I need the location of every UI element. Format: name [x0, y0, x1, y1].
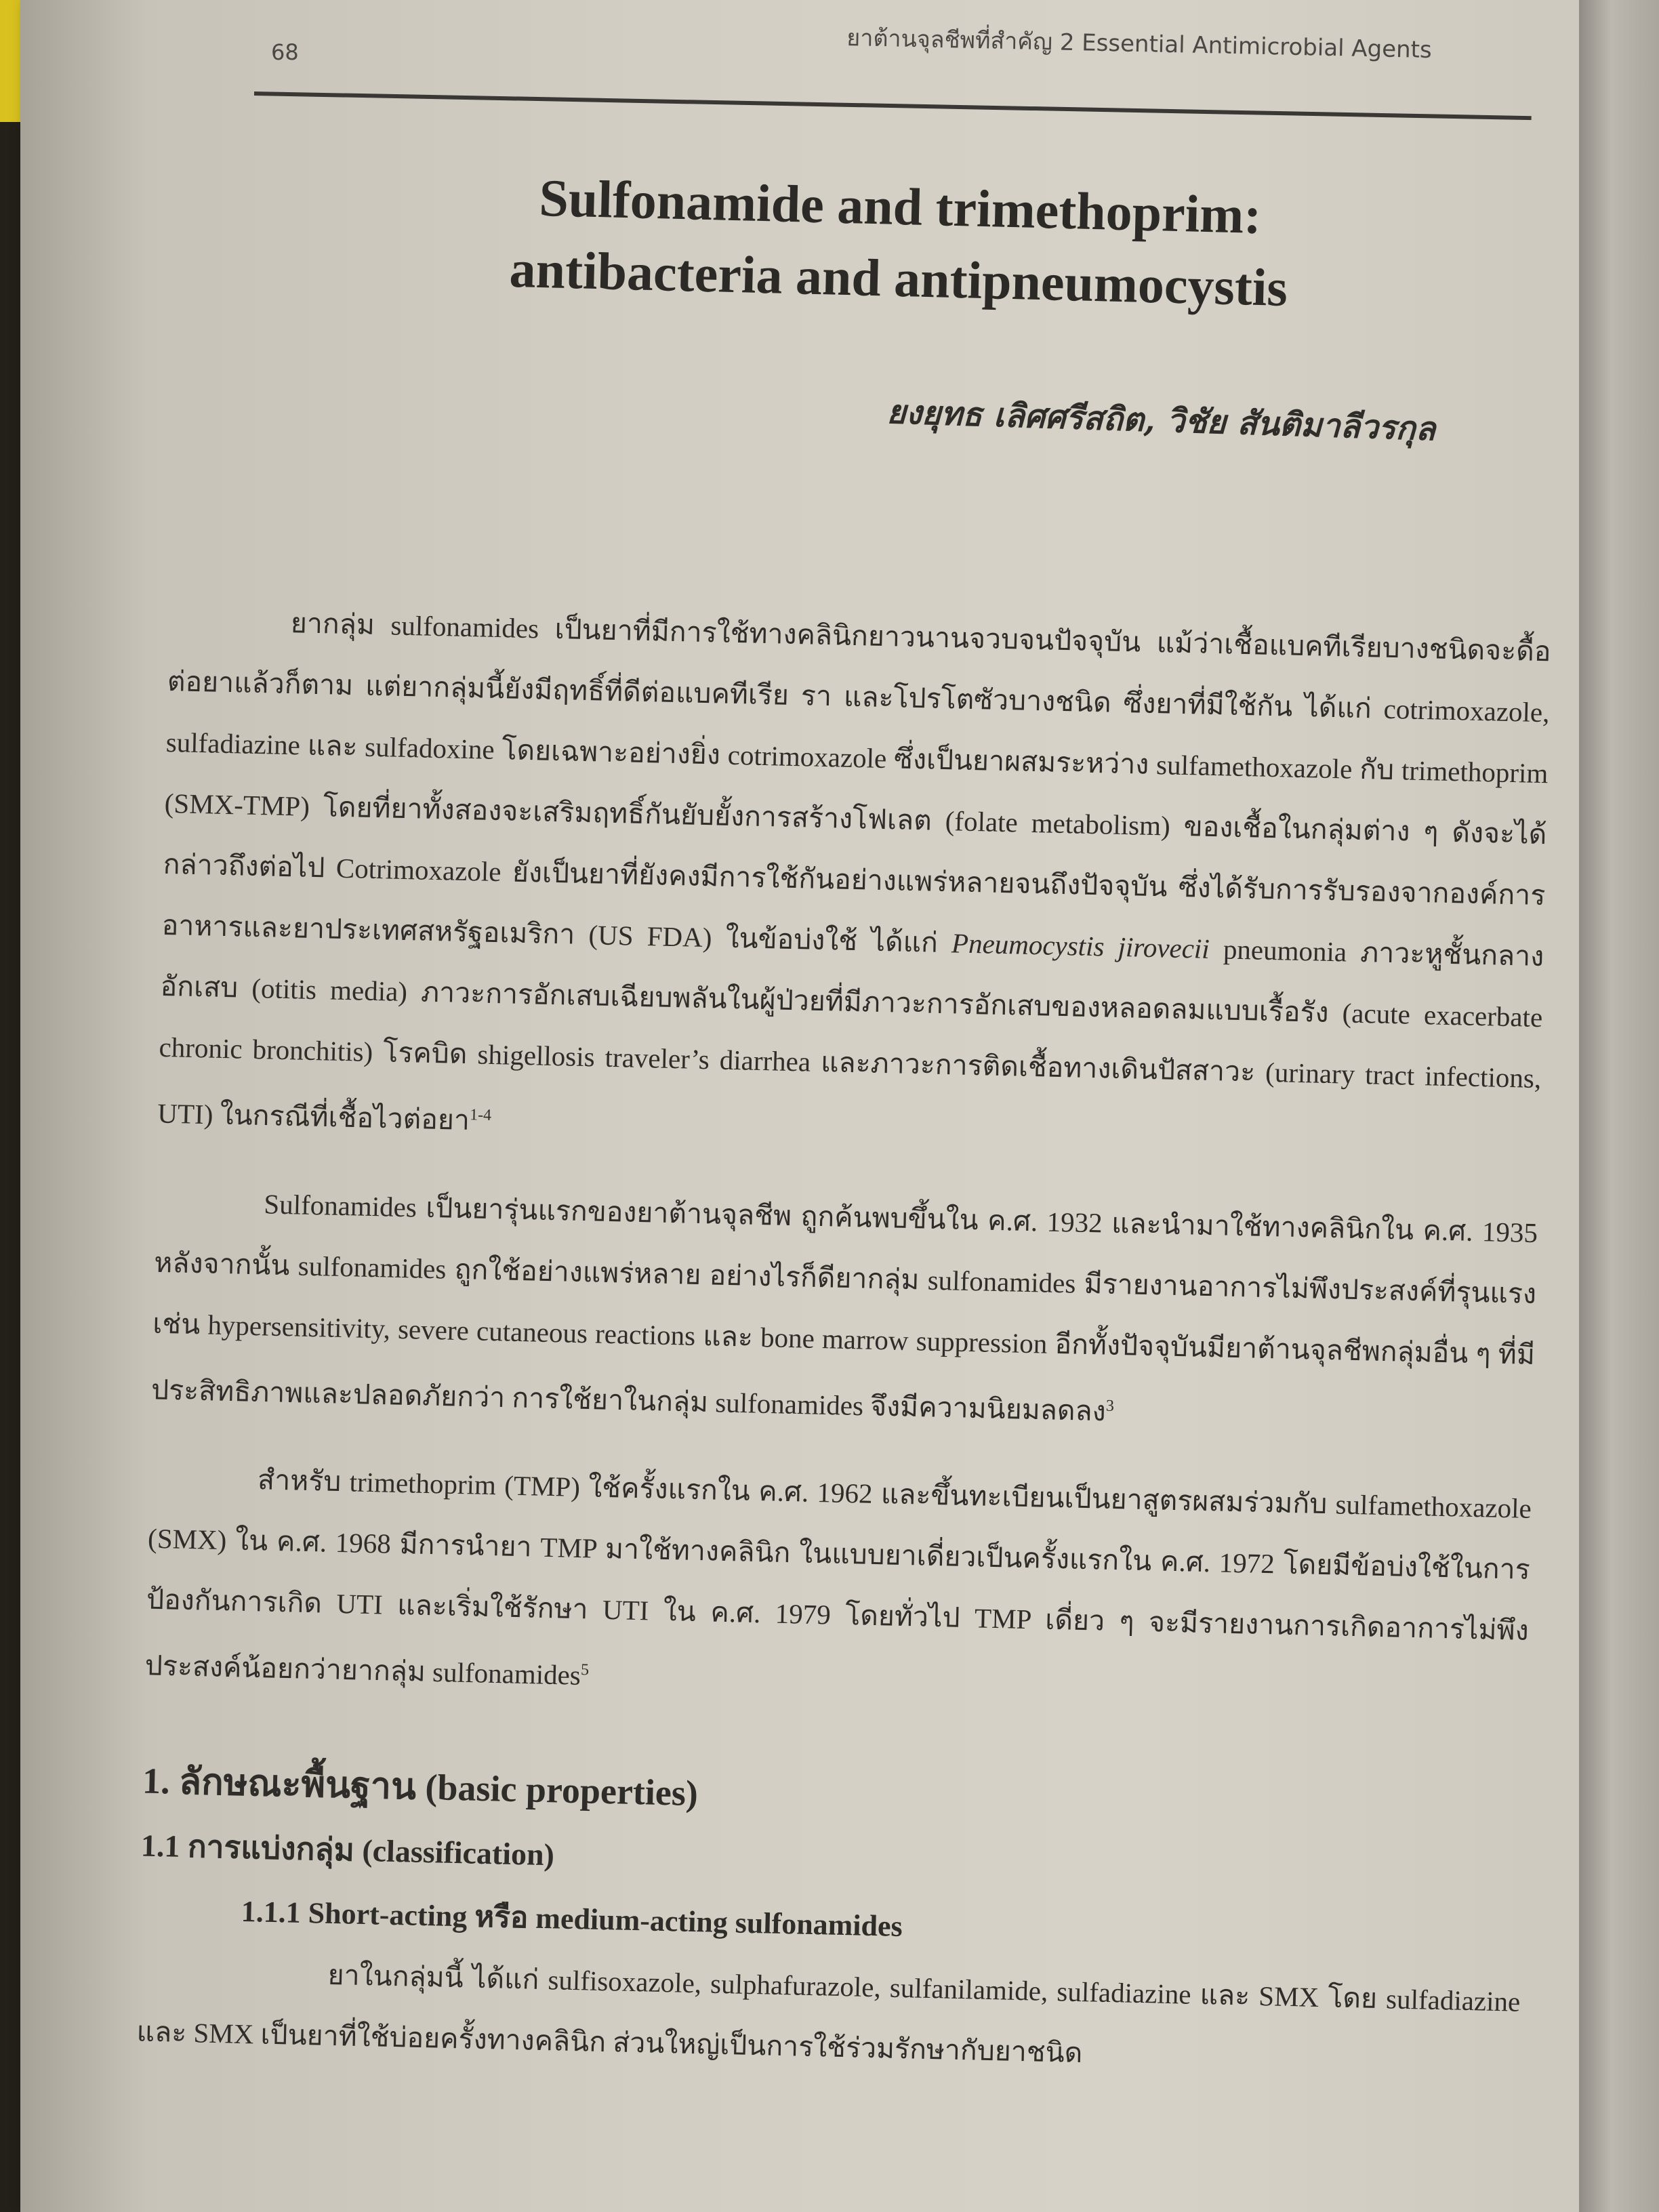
reference-marker: 3 [1105, 1397, 1115, 1415]
reference-marker: 1-4 [469, 1106, 492, 1124]
article-authors: ยงยุทธ เลิศศรีสถิต, วิชัย สันติมาลีวรกุล [886, 392, 1436, 449]
reference-marker: 5 [580, 1661, 590, 1679]
subsection-heading: 1.1 การแบ่งกลุ่ม (classification) [140, 1828, 555, 1872]
title-line-2: antibacteria and antipneumocystis [508, 239, 1288, 317]
paragraph-trimethoprim-text: สำหรับ trimethoprim (TMP) ใช้ครั้งแรกใน ค.ศ. 1962 และขึ้นทะเบียนเป็นยาสูตรผสมร่วมกับ sulfamethoxazole (SMX) ใน ค.ศ. 1968 มีการนำยา TMP มาใช้ทางคลินิก ในแบบยาเดี่ยวเป็นครั้งแรกใน ค.ศ. 1972 โดยมีข้อบ่งใช้ในการป้องกันการเกิด UTI และเริ่มใช้รักษา UTI ใน ค.ศ. 1979 โดยทั่วไป TMP เดี่ยว ๆ จะมีรายงานการเกิดอาการไม่พึงประสงค์น้อยกว่ายากลุ่ม sulfonamides [144, 1464, 1532, 1692]
paragraph-trimethoprim [144, 1447, 1532, 1727]
subsubsection-heading: 1.1.1 Short-acting หรือ medium-acting sulfonamides [241, 1894, 903, 1944]
paragraph-intro-part-b: pneumonia ภาวะหูชั้นกลางอักเสบ (otitis media) ภาวะการอักเสบเฉียบพลันในผู้ป่วยที่มีภาวะการอักเสบของหลอดลมแบบเรื้อรัง (acute exacerbate chronic bronchitis) โรคบิด shigellosis traveler’s diarrhea และภาวะการติดเชื้อทางเดินปัสสาวะ (urinary tract infections, UTI) ในกรณีที่เชื้อไวต่อยา [157, 933, 1544, 1136]
section-heading: 1. ลักษณะพื้นฐาน (basic properties) [142, 1760, 699, 1814]
paragraph-intro [157, 590, 1551, 1175]
paragraph-short-acting: ยาในกลุ่มนี้ ได้แก่ sulfisoxazole, sulphafurazole, sulfanilamide, sulfadiazine และ SMX โดย sulfadiazine และ SMX เป็นยาที่ใช้บ่อยครั้งทางคลินิก ส่วนใหญ่เป็นการใช้ร่วมรักษากับยาชนิด [136, 1959, 1521, 2069]
adjacent-page-edge [1579, 0, 1659, 2212]
article-body [136, 590, 1552, 2093]
paragraph-history [150, 1170, 1538, 1451]
paragraph-history-text: Sulfonamides เป็นยารุ่นแรกของยาต้านจุลชีพ ถูกค้นพบขึ้นใน ค.ศ. 1932 และนำมาใช้ทางคลินิกใน ค.ศ. 1935 หลังจากนั้น sulfonamides ถูกใช้อย่างแพร่หลาย อย่างไรก็ดียากลุ่ม sulfonamides มีรายงานอาการไม่พึงประสงค์ที่รุนแรง เช่น hypersensitivity, severe cutaneous reactions และ bone marrow suppression อีกทั้งปัจจุบันมียาต้านจุลชีพกลุ่มอื่น ๆ ที่มีประสิทธิภาพและปลอดภัยกว่า การใช้ยาในกลุ่ม sulfonamides จึงมีความนิยมลดลง [150, 1188, 1538, 1427]
title-line-1: Sulfonamide and trimethoprim: [538, 167, 1263, 245]
paragraph-intro-part-a: ยากลุ่ม sulfonamides เป็นยาที่มีการใช้ทางคลินิกยาวนานจวบจนปัจจุบัน แม้ว่าเชื้อแบคทีเรียบางชนิดจะดื้อต่อยาแล้วก็ตาม แต่ยากลุ่มนี้ยังมีฤทธิ์ที่ดีต่อแบคทีเรีย รา และโปรโตซัวบางชนิด ซึ่งยาที่มีใช้กัน ได้แก่ cotrimoxazole, sulfadiazine และ sulfadoxine โดยเฉพาะอย่างยิ่ง cotrimoxazole ซึ่งเป็นยาผสมระหว่าง sulfamethoxazole กับ trimethoprim (SMX-TMP) โดยที่ยาทั้งสองจะเสริมฤทธิ์กันยับยั้งการสร้างโฟเลต (folate metabolism) ของเชื้อในกลุ่มต่าง ๆ ดังจะได้กล่าวถึงต่อไป Cotrimoxazole ยังเป็นยาที่ยังคงมีการใช้กันอย่างแพร่หลายจนถึงปัจจุบัน ซึ่งได้รับการรับรองจากองค์การอาหารและยาประเทศสหรัฐอเมริกา (US FDA) ในข้อบ่งใช้ ได้แก่ [161, 607, 1551, 958]
article-title [288, 156, 1511, 329]
organism-name: Pneumocystis jirovecii [951, 927, 1210, 964]
page-number: 68 [271, 39, 299, 65]
header-rule [254, 91, 1532, 120]
running-head: ยาต้านจุลชีพที่สำคัญ 2 Essential Antimicrobial Agents [846, 24, 1433, 64]
book-page [20, 0, 1599, 2212]
